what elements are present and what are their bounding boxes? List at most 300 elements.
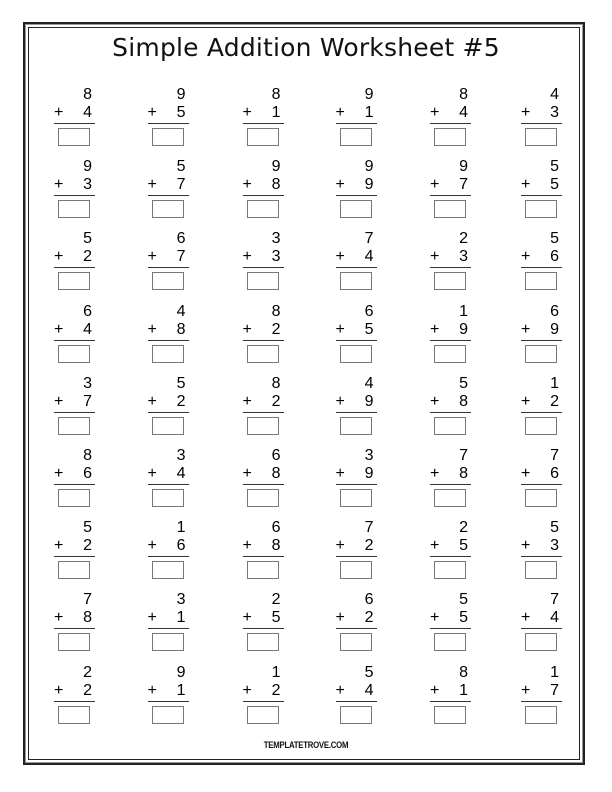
sum-line — [430, 701, 471, 702]
addend-bottom: 3 — [550, 104, 559, 121]
addend-top: 6 — [83, 302, 92, 320]
answer-box[interactable] — [434, 345, 466, 363]
addend-top: 3 — [83, 374, 92, 392]
sum-line — [430, 195, 471, 196]
addend-top: 5 — [550, 230, 559, 248]
addition-problem — [148, 231, 190, 297]
addend-top: 6 — [364, 591, 374, 609]
addend-bottom: 2 — [176, 392, 186, 410]
addend-top: 7 — [83, 591, 92, 609]
answer-box[interactable] — [434, 706, 466, 724]
addend-top: 5 — [550, 158, 559, 176]
addition-problem — [54, 592, 96, 658]
addend-top: 3 — [271, 230, 281, 248]
addend-bottom: 2 — [271, 392, 281, 410]
addend-top: 5 — [364, 663, 374, 681]
addition-problem — [521, 520, 563, 586]
addition-problem — [54, 159, 96, 225]
addition-problem — [148, 592, 190, 658]
answer-box[interactable] — [525, 200, 557, 218]
sum-line — [521, 484, 562, 485]
addend-bottom: 1 — [176, 681, 186, 699]
sum-line — [54, 701, 95, 702]
plus-sign-icon: + — [521, 104, 531, 121]
answer-box[interactable] — [340, 128, 372, 146]
operator-row — [243, 105, 285, 123]
addition-problem — [148, 376, 190, 442]
plus-sign-icon: + — [147, 320, 157, 338]
footer-brand: TEMPLATETROVE.COM — [263, 740, 349, 751]
addend-top: 1 — [550, 374, 559, 392]
addend-top: 8 — [83, 447, 92, 464]
answer-box[interactable] — [247, 489, 279, 507]
addend-bottom: 5 — [459, 537, 468, 555]
answer-box[interactable] — [152, 128, 184, 146]
operator-row — [148, 466, 190, 484]
sum-line — [336, 484, 377, 485]
addend-bottom: 2 — [364, 537, 374, 555]
sum-line — [336, 123, 377, 124]
addition-problem — [336, 159, 378, 225]
addend-bottom: 7 — [550, 681, 559, 699]
sum-line — [54, 628, 95, 629]
addend-top: 1 — [271, 663, 281, 681]
addend-bottom: 2 — [364, 609, 374, 627]
addend-bottom: 1 — [364, 104, 374, 121]
plus-sign-icon: + — [242, 681, 252, 699]
addend-top: 7 — [459, 447, 468, 464]
sum-line — [336, 412, 377, 413]
sum-line — [521, 267, 562, 268]
answer-box[interactable] — [434, 489, 466, 507]
sum-line — [54, 195, 95, 196]
answer-box[interactable] — [152, 561, 184, 579]
addend-bottom: 9 — [550, 320, 559, 338]
operator-row — [430, 538, 472, 556]
addend-top: 2 — [459, 519, 468, 537]
addend-top: 6 — [271, 519, 281, 537]
sum-line — [54, 412, 95, 413]
addition-problem — [148, 520, 190, 586]
addend-top: 2 — [83, 663, 92, 681]
plus-sign-icon: + — [54, 104, 64, 121]
answer-box[interactable] — [434, 128, 466, 146]
addition-problem — [243, 87, 285, 153]
plus-sign-icon: + — [430, 104, 440, 121]
operator-row — [243, 538, 285, 556]
plus-sign-icon: + — [430, 176, 440, 194]
addend-top: 5 — [550, 519, 559, 537]
answer-box[interactable] — [525, 489, 557, 507]
answer-box[interactable] — [247, 706, 279, 724]
addend-bottom: 2 — [271, 320, 281, 338]
addend-top: 6 — [550, 302, 559, 320]
addend-top: 5 — [176, 158, 186, 176]
answer-box[interactable] — [340, 706, 372, 724]
sum-line — [243, 412, 284, 413]
addend-bottom: 8 — [83, 609, 92, 627]
sum-line — [243, 556, 284, 557]
addend-top: 7 — [364, 519, 374, 537]
sum-line — [521, 412, 562, 413]
addition-problem — [243, 592, 285, 658]
operator-row — [243, 177, 285, 195]
operator-row — [148, 538, 190, 556]
plus-sign-icon: + — [147, 176, 157, 194]
answer-box[interactable] — [247, 633, 279, 651]
plus-sign-icon: + — [521, 681, 531, 699]
answer-box[interactable] — [434, 417, 466, 435]
plus-sign-icon: + — [147, 609, 157, 627]
addend-bottom: 3 — [459, 248, 468, 266]
addition-problem — [336, 448, 378, 514]
plus-sign-icon: + — [430, 248, 440, 266]
addition-problem — [54, 448, 96, 514]
addend-bottom: 2 — [83, 248, 92, 266]
answer-box[interactable] — [247, 128, 279, 146]
addend-bottom: 1 — [176, 609, 186, 627]
plus-sign-icon: + — [242, 537, 252, 555]
operator-row — [336, 538, 378, 556]
addend-top: 7 — [364, 230, 374, 248]
addend-top: 8 — [271, 302, 281, 320]
addition-problem — [148, 87, 190, 153]
addition-problem — [521, 231, 563, 297]
addend-top: 9 — [271, 158, 281, 176]
plus-sign-icon: + — [147, 681, 157, 699]
operator-row — [54, 538, 96, 556]
addend-bottom: 9 — [364, 465, 374, 482]
plus-sign-icon: + — [242, 609, 252, 627]
operator-row — [336, 610, 378, 628]
answer-box[interactable] — [58, 128, 90, 146]
sum-line — [521, 123, 562, 124]
answer-box[interactable] — [525, 417, 557, 435]
sum-line — [430, 484, 471, 485]
operator-row — [336, 105, 378, 123]
plus-sign-icon: + — [430, 681, 440, 699]
addend-top: 7 — [550, 591, 559, 609]
addition-problem — [430, 304, 472, 370]
plus-sign-icon: + — [242, 320, 252, 338]
addend-top: 4 — [550, 86, 559, 103]
answer-box[interactable] — [58, 200, 90, 218]
addend-top: 7 — [550, 447, 559, 464]
operator-row — [243, 394, 285, 412]
addend-bottom: 7 — [83, 392, 92, 410]
answer-box[interactable] — [58, 561, 90, 579]
answer-box[interactable] — [152, 417, 184, 435]
sum-line — [243, 267, 284, 268]
answer-box[interactable] — [247, 272, 279, 290]
answer-box[interactable] — [152, 489, 184, 507]
plus-sign-icon: + — [430, 537, 440, 555]
answer-box[interactable] — [152, 272, 184, 290]
answer-box[interactable] — [340, 417, 372, 435]
answer-box[interactable] — [434, 272, 466, 290]
plus-sign-icon: + — [147, 465, 157, 482]
operator-row — [54, 322, 96, 340]
addend-top: 5 — [83, 519, 92, 537]
answer-box[interactable] — [58, 706, 90, 724]
addend-top: 8 — [83, 86, 92, 103]
sum-line — [336, 267, 377, 268]
operator-row — [148, 177, 190, 195]
plus-sign-icon: + — [54, 609, 64, 627]
plus-sign-icon: + — [147, 537, 157, 555]
addition-problem — [336, 376, 378, 442]
sum-line — [430, 556, 471, 557]
addition-problem — [54, 231, 96, 297]
addition-problem — [336, 665, 378, 731]
answer-box[interactable] — [58, 272, 90, 290]
sum-line — [148, 340, 189, 341]
plus-sign-icon: + — [430, 465, 440, 482]
answer-box[interactable] — [340, 272, 372, 290]
sum-line — [54, 556, 95, 557]
addition-problem — [148, 448, 190, 514]
addend-bottom: 3 — [83, 176, 92, 194]
addition-problem — [54, 376, 96, 442]
sum-line — [430, 628, 471, 629]
sum-line — [148, 484, 189, 485]
addition-problem — [243, 520, 285, 586]
answer-box[interactable] — [58, 345, 90, 363]
plus-sign-icon: + — [147, 248, 157, 266]
plus-sign-icon: + — [335, 248, 345, 266]
answer-box[interactable] — [247, 345, 279, 363]
addend-bottom: 8 — [271, 176, 281, 194]
sum-line — [521, 628, 562, 629]
sum-line — [336, 195, 377, 196]
plus-sign-icon: + — [54, 320, 64, 338]
page-border-inner — [28, 27, 580, 760]
addend-top: 9 — [459, 158, 468, 176]
addition-problem — [243, 304, 285, 370]
addend-bottom: 5 — [550, 176, 559, 194]
answer-box[interactable] — [340, 489, 372, 507]
addition-problem — [54, 665, 96, 731]
answer-box[interactable] — [152, 345, 184, 363]
addition-problem — [148, 304, 190, 370]
sum-line — [243, 195, 284, 196]
operator-row — [521, 249, 563, 267]
sum-line — [521, 556, 562, 557]
addend-top: 6 — [364, 302, 374, 320]
sum-line — [243, 123, 284, 124]
addend-bottom: 8 — [459, 392, 468, 410]
answer-box[interactable] — [58, 633, 90, 651]
addend-bottom: 2 — [550, 392, 559, 410]
addend-top: 8 — [459, 86, 468, 103]
addition-problem — [148, 665, 190, 731]
addition-problem — [336, 231, 378, 297]
addend-bottom: 4 — [364, 248, 374, 266]
sum-line — [336, 628, 377, 629]
operator-row — [148, 394, 190, 412]
sum-line — [430, 267, 471, 268]
plus-sign-icon: + — [521, 609, 531, 627]
operator-row — [148, 322, 190, 340]
addend-bottom: 6 — [550, 248, 559, 266]
addend-top: 9 — [83, 158, 92, 176]
operator-row — [521, 322, 563, 340]
addition-problem — [430, 231, 472, 297]
answer-box[interactable] — [525, 345, 557, 363]
addend-top: 5 — [83, 230, 92, 248]
addend-top: 9 — [364, 158, 374, 176]
sum-line — [521, 701, 562, 702]
addend-bottom: 6 — [176, 537, 186, 555]
plus-sign-icon: + — [147, 104, 157, 121]
addend-top: 1 — [550, 663, 559, 681]
plus-sign-icon: + — [242, 465, 252, 482]
plus-sign-icon: + — [335, 465, 345, 482]
addend-top: 9 — [176, 663, 186, 681]
plus-sign-icon: + — [147, 392, 157, 410]
addition-problem — [521, 448, 563, 514]
addition-problem — [54, 304, 96, 370]
operator-row — [243, 322, 285, 340]
answer-box[interactable] — [58, 417, 90, 435]
operator-row — [54, 683, 96, 701]
answer-box[interactable] — [434, 561, 466, 579]
answer-box[interactable] — [247, 561, 279, 579]
sum-line — [148, 267, 189, 268]
sum-line — [54, 340, 95, 341]
addition-problem — [521, 665, 563, 731]
operator-row — [243, 683, 285, 701]
operator-row — [148, 610, 190, 628]
answer-box[interactable] — [152, 200, 184, 218]
sum-line — [430, 123, 471, 124]
addend-top: 8 — [271, 374, 281, 392]
answer-box[interactable] — [152, 706, 184, 724]
sum-line — [54, 123, 95, 124]
addition-problem — [430, 376, 472, 442]
answer-box[interactable] — [247, 417, 279, 435]
addition-problem — [243, 665, 285, 731]
addition-problem — [148, 159, 190, 225]
answer-box[interactable] — [152, 633, 184, 651]
addend-bottom: 5 — [176, 104, 186, 121]
plus-sign-icon: + — [521, 248, 531, 266]
plus-sign-icon: + — [521, 176, 531, 194]
operator-row — [430, 322, 472, 340]
answer-box[interactable] — [58, 489, 90, 507]
plus-sign-icon: + — [335, 320, 345, 338]
addend-bottom: 4 — [83, 104, 92, 121]
addend-top: 1 — [459, 302, 468, 320]
addend-top: 5 — [459, 374, 468, 392]
operator-row — [336, 177, 378, 195]
answer-box[interactable] — [525, 128, 557, 146]
plus-sign-icon: + — [335, 609, 345, 627]
addend-bottom: 4 — [364, 681, 374, 699]
addend-bottom: 4 — [83, 320, 92, 338]
operator-row — [521, 105, 563, 123]
addend-bottom: 7 — [176, 248, 186, 266]
plus-sign-icon: + — [54, 176, 64, 194]
plus-sign-icon: + — [335, 104, 345, 121]
operator-row — [148, 249, 190, 267]
addition-problem — [430, 159, 472, 225]
answer-box[interactable] — [525, 706, 557, 724]
addend-bottom: 9 — [364, 392, 374, 410]
addition-problem — [521, 87, 563, 153]
sum-line — [54, 484, 95, 485]
sum-line — [243, 628, 284, 629]
addend-top: 2 — [459, 230, 468, 248]
operator-row — [336, 683, 378, 701]
addend-bottom: 3 — [271, 248, 281, 266]
addend-bottom: 8 — [459, 465, 468, 482]
addend-top: 5 — [459, 591, 468, 609]
sum-line — [148, 701, 189, 702]
sum-line — [148, 556, 189, 557]
addition-problem — [430, 592, 472, 658]
operator-row — [54, 249, 96, 267]
answer-box[interactable] — [525, 272, 557, 290]
addition-problem — [521, 159, 563, 225]
addend-bottom: 8 — [176, 320, 186, 338]
operator-row — [430, 105, 472, 123]
plus-sign-icon: + — [242, 248, 252, 266]
answer-box[interactable] — [434, 633, 466, 651]
operator-row — [521, 538, 563, 556]
plus-sign-icon: + — [521, 537, 531, 555]
answer-box[interactable] — [340, 345, 372, 363]
answer-box[interactable] — [340, 561, 372, 579]
operator-row — [148, 105, 190, 123]
worksheet-title: Simple Addition Worksheet #5 — [112, 33, 500, 62]
sum-line — [243, 701, 284, 702]
addend-top: 5 — [176, 374, 186, 392]
plus-sign-icon: + — [335, 392, 345, 410]
addition-problem — [54, 520, 96, 586]
addend-bottom: 4 — [176, 465, 186, 482]
answer-box[interactable] — [340, 200, 372, 218]
answer-box[interactable] — [434, 200, 466, 218]
plus-sign-icon: + — [54, 681, 64, 699]
plus-sign-icon: + — [54, 537, 64, 555]
sum-line — [148, 628, 189, 629]
sum-line — [243, 340, 284, 341]
sum-line — [148, 195, 189, 196]
answer-box[interactable] — [525, 561, 557, 579]
addition-problem — [430, 520, 472, 586]
sum-line — [243, 484, 284, 485]
addend-bottom: 7 — [176, 176, 186, 194]
operator-row — [430, 394, 472, 412]
answer-box[interactable] — [340, 633, 372, 651]
operator-row — [521, 683, 563, 701]
addition-problem — [521, 592, 563, 658]
addition-problem — [243, 448, 285, 514]
operator-row — [336, 394, 378, 412]
plus-sign-icon: + — [430, 392, 440, 410]
operator-row — [54, 394, 96, 412]
plus-sign-icon: + — [335, 537, 345, 555]
addend-bottom: 8 — [271, 465, 281, 482]
addition-problem — [430, 448, 472, 514]
answer-box[interactable] — [247, 200, 279, 218]
addend-top: 9 — [364, 86, 374, 103]
operator-row — [243, 466, 285, 484]
operator-row — [521, 177, 563, 195]
addend-top: 6 — [271, 447, 281, 464]
answer-box[interactable] — [525, 633, 557, 651]
